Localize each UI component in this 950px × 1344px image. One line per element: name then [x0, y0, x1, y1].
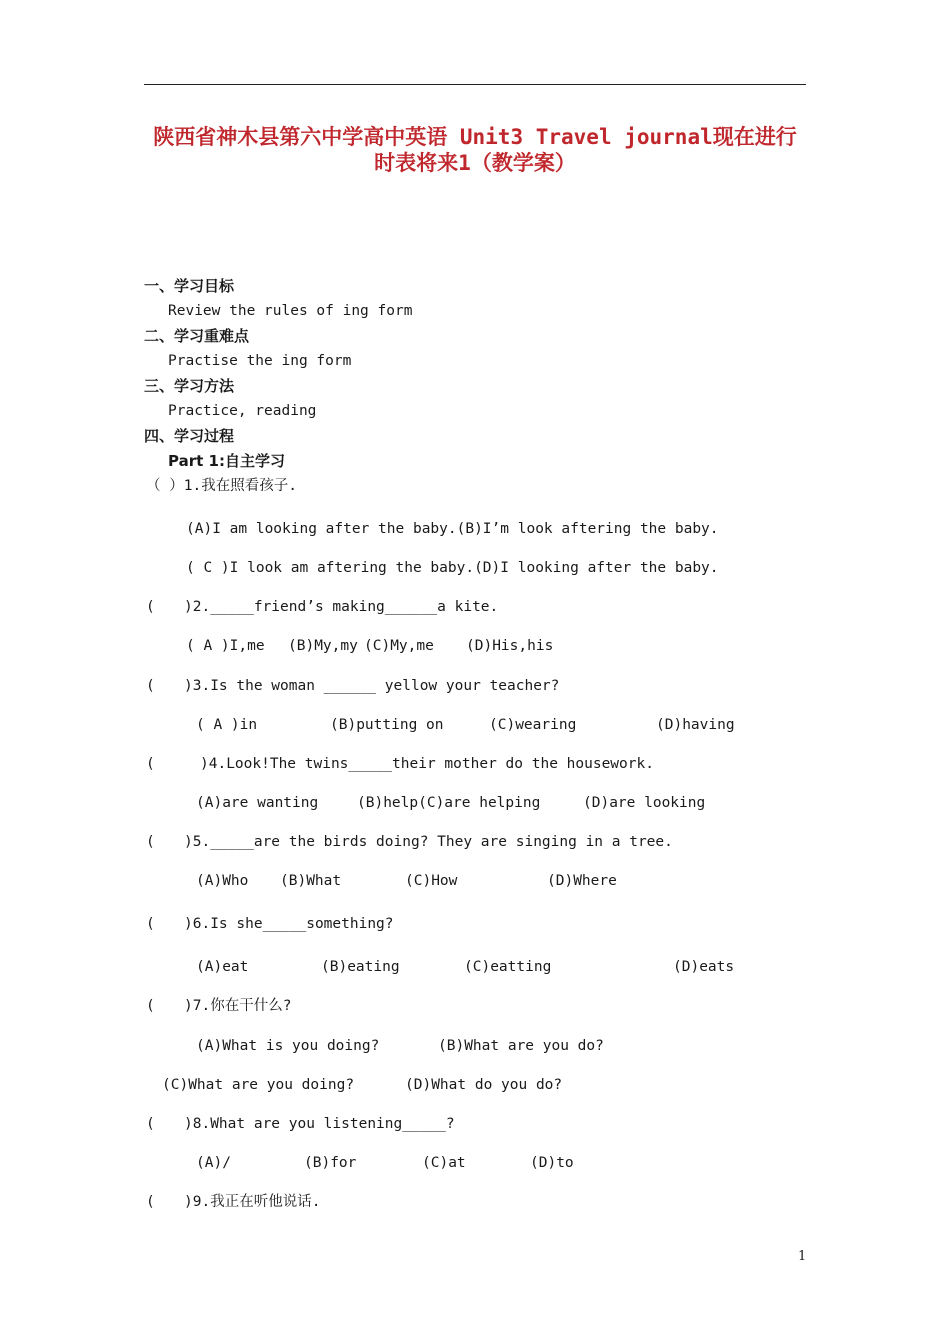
question-5-option-c: (C)How: [405, 873, 458, 889]
document-title-line-1: 陕西省神木县第六中学高中英语 Unit3 Travel journal现在进行: [153, 125, 797, 149]
question-4-option-d: (D)are looking: [583, 795, 706, 811]
question-6-stem: )6.Is she_____something?: [184, 916, 394, 932]
question-4-stem: )4.Look!The twins_____their mother do the housework.: [200, 756, 654, 772]
question-3-option-c: (C)wearing: [489, 717, 577, 733]
question-2-option-b: (B)My,my: [288, 638, 358, 654]
section-2-heading: 二、学习重难点: [144, 327, 250, 345]
question-8-option-b: (B)for: [304, 1155, 357, 1171]
section-1-text: Review the rules of ing form: [168, 303, 413, 319]
question-7-option-c: (C)What are you doing?: [162, 1077, 355, 1093]
question-5-stem: )5._____are the birds doing? They are singing in a tree.: [184, 834, 673, 850]
part-1-heading: Part 1:自主学习: [168, 452, 285, 470]
question-7-stem: )7.你在干什么?: [184, 998, 292, 1014]
section-4-heading: 四、学习过程: [144, 427, 235, 445]
question-2-bracket: (: [146, 599, 155, 615]
question-2-stem: )2._____friend’s making______a kite.: [184, 599, 499, 615]
question-2-option-d: (D)His,his: [466, 638, 554, 654]
question-4-option-bc: (B)help(C)are helping: [357, 795, 541, 811]
question-6-option-b: (B)eating: [321, 959, 400, 975]
section-1-heading: 一、学习目标: [144, 277, 235, 295]
question-7-option-a: (A)What is you doing?: [196, 1038, 380, 1054]
question-5-option-b: (B)What: [280, 873, 342, 889]
question-3-option-a: ( A )in: [196, 717, 258, 733]
question-2-option-c: (C)My,me: [364, 638, 434, 654]
question-7-bracket: (: [146, 998, 155, 1014]
question-6-option-d: (D)eats: [673, 959, 735, 975]
question-7-option-b: (B)What are you do?: [438, 1038, 604, 1054]
question-3-stem: )3.Is the woman ______ yellow your teacher?: [184, 678, 560, 694]
header-rule: [144, 84, 806, 85]
question-8-stem: )8.What are you listening_____?: [184, 1116, 455, 1132]
question-1-options-ab: (A)I am looking after the baby.(B)I’m look aftering the baby.: [186, 521, 719, 537]
question-9-stem: )9.我正在听他说话.: [184, 1194, 321, 1210]
page-number: 1: [798, 1249, 807, 1264]
question-4-bracket: (: [146, 756, 155, 772]
question-4-option-a: (A)are wanting: [196, 795, 319, 811]
document-title-line-2: 时表将来1（教学案）: [374, 151, 576, 175]
section-3-text: Practice, reading: [168, 403, 317, 419]
question-3-bracket: (: [146, 678, 155, 694]
question-7-option-d: (D)What do you do?: [405, 1077, 563, 1093]
question-5-option-d: (D)Where: [547, 873, 617, 889]
question-6-bracket: (: [146, 916, 155, 932]
section-2-text: Practise the ing form: [168, 353, 352, 369]
question-1-stem: （ ）1.我在照看孩子.: [146, 478, 297, 494]
question-3-option-d: (D)having: [656, 717, 735, 733]
question-8-option-c: (C)at: [422, 1155, 466, 1171]
question-6-option-a: (A)eat: [196, 959, 249, 975]
question-8-option-a: (A)/: [196, 1155, 231, 1171]
question-8-option-d: (D)to: [530, 1155, 574, 1171]
question-6-option-c: (C)eatting: [464, 959, 552, 975]
question-5-bracket: (: [146, 834, 155, 850]
question-1-options-cd: ( C )I look am aftering the baby.(D)I looking after the baby.: [186, 560, 719, 576]
section-3-heading: 三、学习方法: [144, 377, 235, 395]
question-3-option-b: (B)putting on: [330, 717, 444, 733]
question-5-option-a: (A)Who: [196, 873, 249, 889]
question-8-bracket: (: [146, 1116, 155, 1132]
question-2-option-a: ( A )I,me: [186, 638, 265, 654]
question-9-bracket: (: [146, 1194, 155, 1210]
